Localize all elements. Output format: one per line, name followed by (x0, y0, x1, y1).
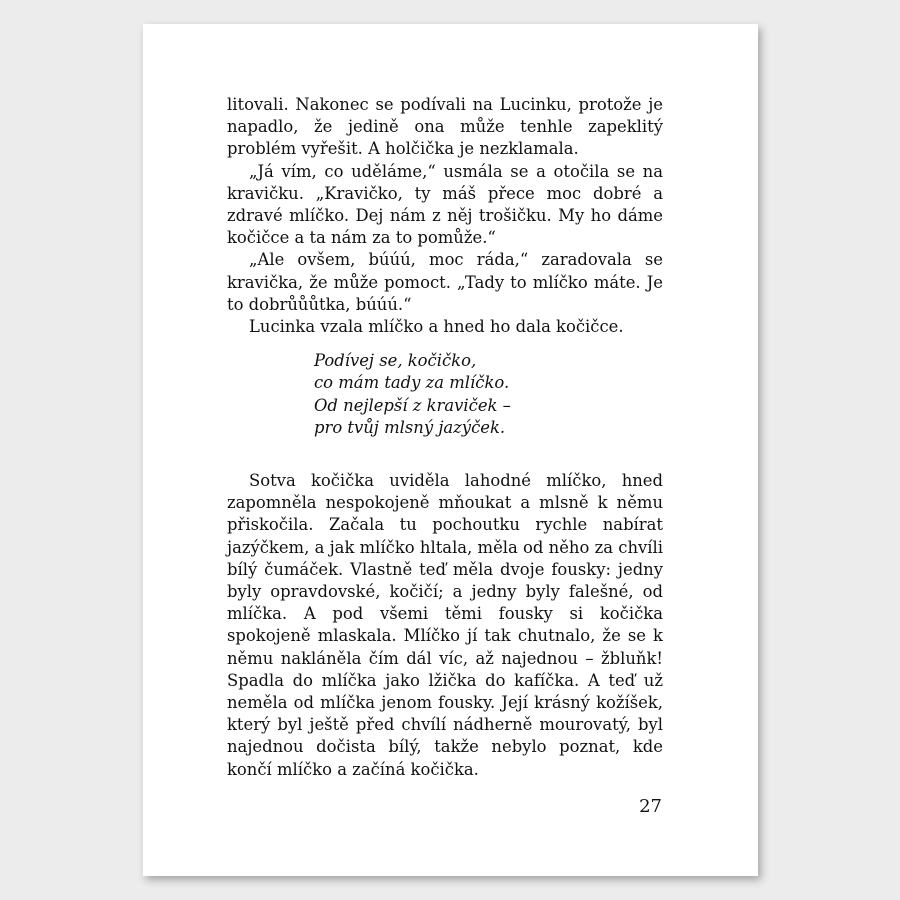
poem-line-4: pro tvůj mlsný jazýček. (314, 417, 506, 437)
book-page (143, 24, 758, 876)
paragraph-1: litovali. Nakonec se podívali na Lucinku, protože je napadlo, že jedině ona může tenhle zapeklitý problém vyřešit. A holčička je nezklamala. (227, 95, 663, 159)
page-number: 27 (639, 796, 662, 817)
paragraph-2: „Já vím, co uděláme,“ usmála se a otočila se na kravičku. „Kravičko, ty máš přece moc dobré a zdravé mlíčko. Dej nám z něj trošičku. My ho dáme kočičce a ta nám za to pomůže.“ (227, 161, 663, 248)
paragraph-5: Sotva kočička uviděla lahodné mlíčko, hned zapomněla nespokojeně mňoukat a mlsně k němu přiskočila. Začala tu pochoutku rychle nabírat jazýčkem, a jak mlíčko hltala, měla od něho za chvíli bílý čumáček. Vlastně teď měla dvoje fousky: jedny byly opravdovské, kočičí; a jedny byly falešné, od mlíčka. A pod všemi těmi fousky si kočička spokojeně mlaskala. Mlíčko jí tak chutnalo, že se k němu nakláněla čím dál víc, až najednou – žbluňk! Spadla do mlíčka jako lžička do kafíčka. A teď už neměla od mlíčka jenom fousky. Její krásný kožíšek, který byl ještě před chvílí nádherně mourovatý, byl najednou dočista bílý, takže nebylo poznat, kde končí mlíčko a začíná kočička. (227, 471, 663, 779)
poem-line-1: Podívej se, kočičko, (314, 351, 477, 371)
poem-line-2: co mám tady za mlíčko. (314, 373, 510, 393)
section-gap (227, 439, 663, 470)
paragraph-4: Lucinka vzala mlíčko a hned ho dala kočičce. (249, 317, 624, 337)
page-text (227, 94, 663, 781)
poem (314, 350, 663, 439)
paragraph-3: „Ale ovšem, búúú, moc ráda,“ zaradovala se kravička, že může pomoct. „Tady to mlíčko máte. Je to dobrůůůtka, búúú.“ (227, 250, 663, 314)
poem-line-3: Od nejlepší z kraviček – (314, 395, 511, 415)
